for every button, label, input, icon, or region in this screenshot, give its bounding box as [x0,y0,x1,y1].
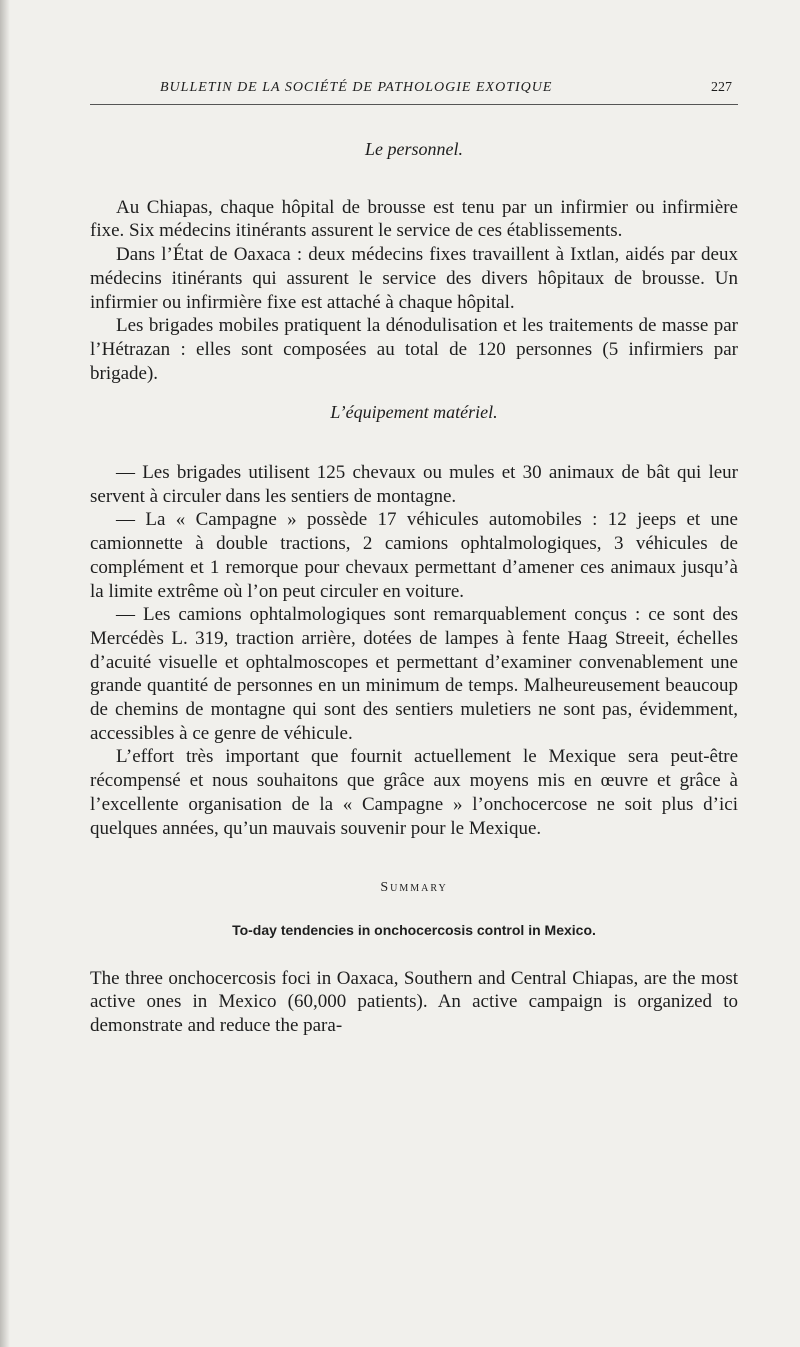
section-heading-personnel: Le personnel. [365,139,463,159]
paragraph: Au Chiapas, chaque hôpital de brousse est tenu par un infirmier ou infirmière fixe. Six médecins itinérants assurent le service de ces établissements. [90,196,738,242]
paragraph: — La « Campagne » possède 17 véhicules automobiles : 12 jeeps et une camionnette à double tractions, 2 camions ophtalmologiques, 3 véhicules de complément et 1 remorque pour chevaux permettant d’amener ces animaux jusqu’à la limite extrême où l’on peut circuler en voiture. [90,509,738,602]
page-edge-shadow [0,0,10,1347]
summary-paragraph: The three onchocercosis foci in Oaxaca, Southern and Central Chiapas, are the most active ones in Mexico (60,000 patients). An active campaign is organized to demonstrate and reduce the para- [90,967,738,1037]
paragraph: — Les camions ophtalmologiques sont remarquablement conçus : ce sont des Mercédès L. 319, traction arrière, dotées de lampes à fente Haag Streeit, échelles d’acuité visuelle et ophtalmoscopes et permettant d’examiner convenablement une grande quantité de personnes en un minimum de temps. Malheureusement beaucoup de chemins de montagne qui sont des sentiers muletiers ne sont pas, évidemment, accessibles à ce genre de véhicule. [90,604,738,744]
running-header [90,78,738,105]
paragraph: — Les brigades utilisent 125 chevaux ou mules et 30 animaux de bât qui leur servent à circuler dans les sentiers de montagne. [90,462,738,507]
paragraph: Dans l’État de Oaxaca : deux médecins fixes travaillent à Ixtlan, aidés par deux médecins itinérants qui assurent le service des divers hôpitaux de brousse. Un infirmier ou infirmière fixe est attaché à chaque hôpital. [90,244,738,313]
running-title: BULLETIN DE LA SOCIÉTÉ DE PATHOLOGIE EXOTIQUE [160,80,553,95]
summary-heading: Summary [380,880,448,896]
summary-subtitle: To-day tendencies in onchocercosis control in Mexico. [232,921,596,938]
paragraph: Les brigades mobiles pratiquent la dénodulisation et les traitements de masse par l’Hétrazan : elles sont composées au total de 120 personnes (5 infirmiers par brigade). [90,315,738,384]
paragraph: L’effort très important que fournit actuellement le Mexique sera peut-être récompensé et nous souhaitons que grâce aux moyens mis en œuvre et grâce à l’excellente organisation de la « Campagne » l’onchocercose ne soit plus d’ici quelques années, qu’un mauvais souvenir pour le Mexique. [90,746,738,839]
page-number: 227 [711,80,732,95]
section-heading-equipment: L’équipement matériel. [330,402,498,423]
article-body [90,138,738,1038]
